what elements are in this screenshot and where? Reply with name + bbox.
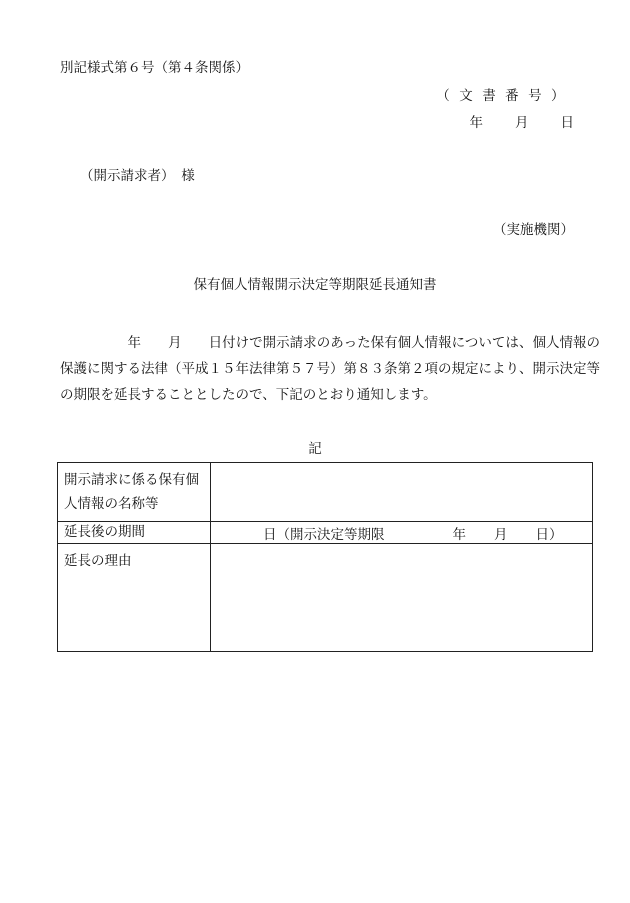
date-year: 年: [469, 115, 483, 131]
issuing-agency: （実施機関）: [493, 222, 574, 238]
addressee: （開示請求者） 様: [80, 168, 195, 184]
period-day: 日）: [535, 526, 563, 543]
document-title: 保有個人情報開示決定等期限延長通知書: [193, 277, 437, 293]
period-days: 日: [263, 526, 277, 543]
reason-value: [211, 544, 593, 652]
issue-date: [470, 117, 575, 131]
table-row: [58, 463, 593, 522]
date-day: 日: [560, 115, 574, 131]
period-label: 延長後の期間: [58, 522, 211, 544]
document-number: （文書番号）: [436, 88, 574, 104]
ki-heading: 記: [308, 441, 322, 457]
body-paragraph: 年 月 日付けで開示請求のあった保有個人情報については、個人情報の保護に関する法律（平成１５年法律第５７号）第８３条第２項の規定により、開示決定等の期限を延長することとしたので、下記のとおり通知します。: [60, 335, 600, 403]
period-deadline-prefix: （開示決定等期限: [276, 526, 385, 543]
table-row: [58, 544, 593, 652]
info-name-label: 開示請求に係る保有個人情報の名称等: [58, 463, 211, 522]
form-number-label: 別記様式第６号（第４条関係）: [60, 60, 249, 76]
details-table: [57, 462, 593, 652]
table-row: [58, 522, 593, 544]
reason-label: 延長の理由: [58, 544, 211, 652]
date-month: 月: [515, 115, 529, 131]
period-value: [211, 522, 593, 544]
period-month: 月: [494, 526, 508, 543]
period-year: 年: [452, 526, 466, 543]
info-name-value: [211, 463, 593, 522]
